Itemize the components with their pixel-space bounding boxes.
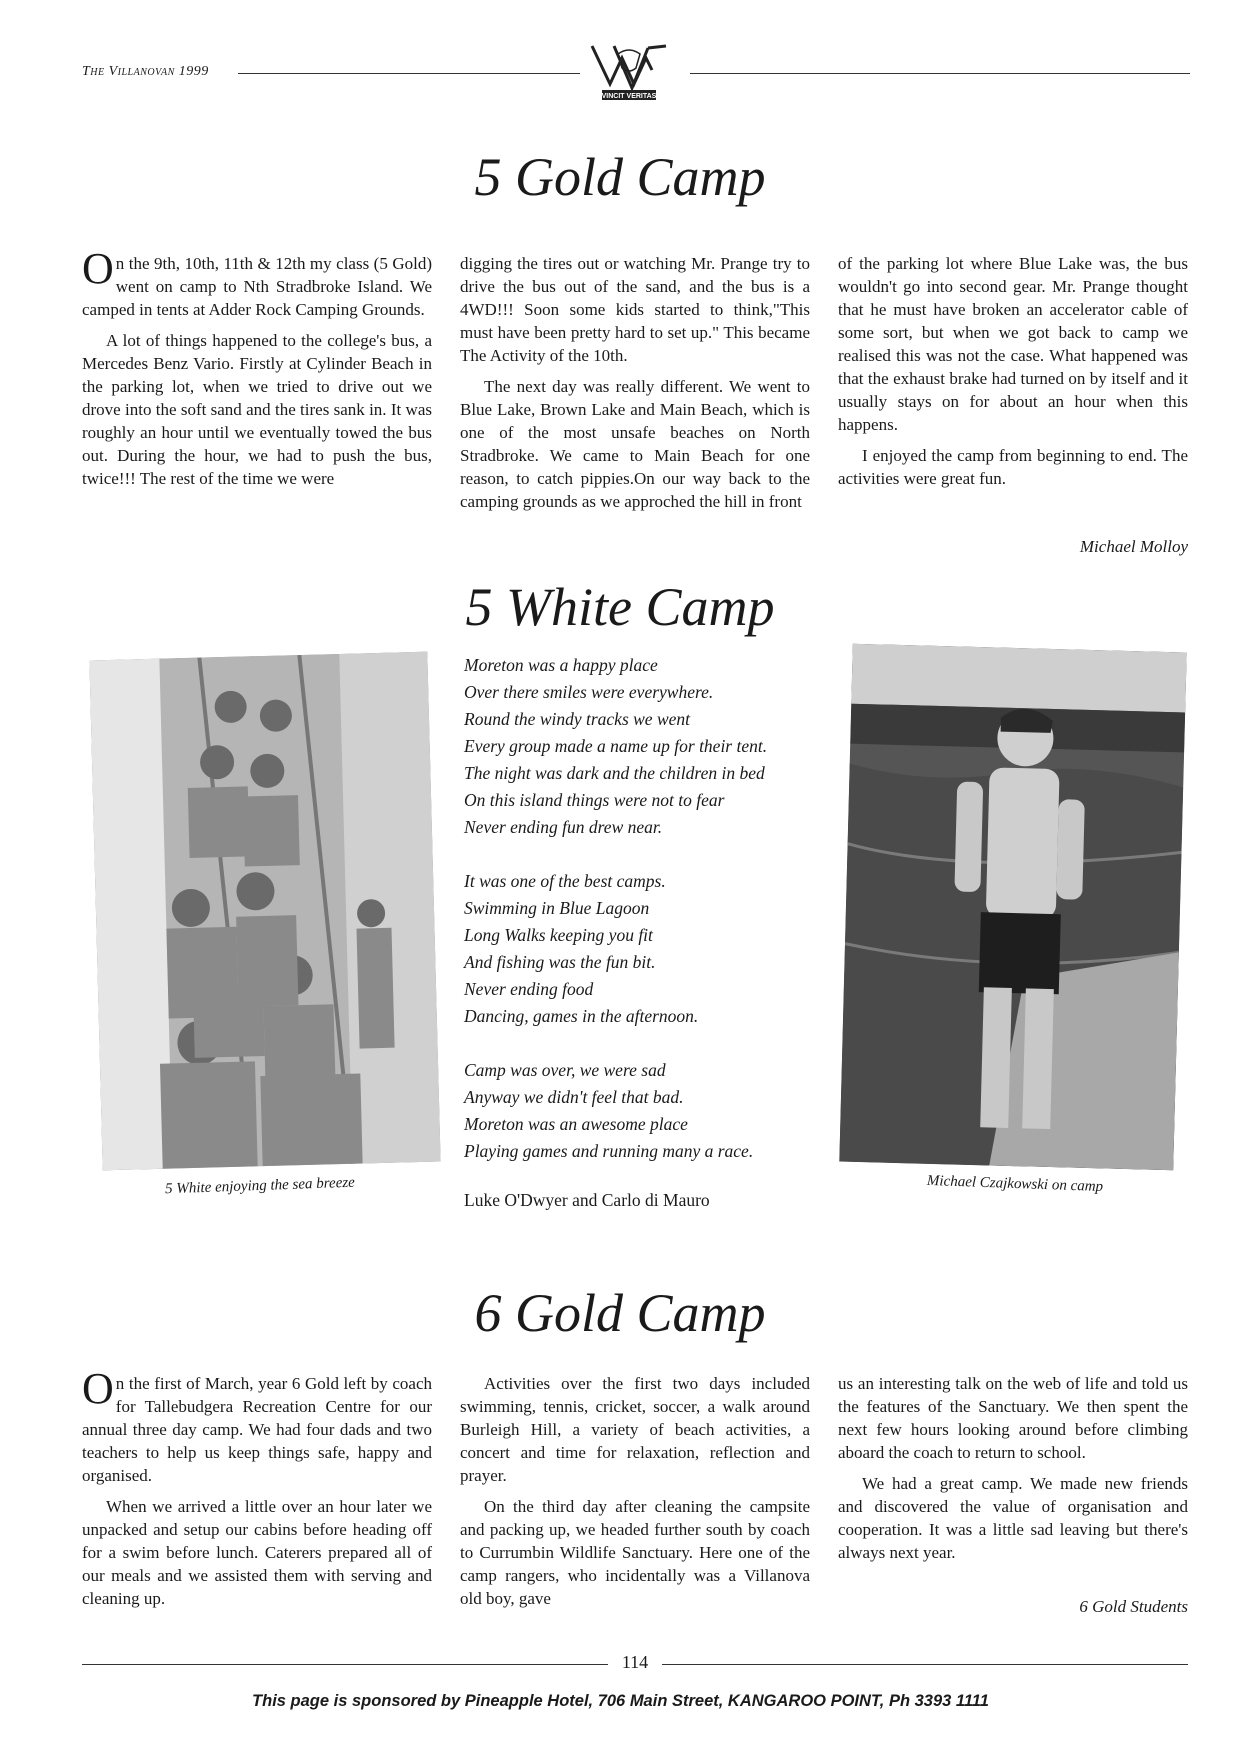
gold6-column-2: Activities over the first two days included swimming, tennis, cricket, soccer, a walk around Burleigh Hill, a variety of beach activities, a concert and time for relaxation, reflection and prayer. On the third day after cleaning the campsite and packing up, we headed further south by coach to Currumbin Wildlife Sanctuary. Here one of the camp rangers, who incidentally was a Villanova old boy, gave xyxy=(460,1374,810,1608)
white5-authors: Luke O'Dwyer and Carlo di Mauro xyxy=(464,1190,710,1210)
white5-poem: Moreton was a happy place Over there smiles were everywhere. Round the windy tracks we went Every group made a name up for their tent. The night was dark and the children in bed On this island things were not to fear Never ending fun drew near. It was one of the best camps. Swimming in Blue Lagoon Long Walks keeping you fit And fishing was the fun bit. Never ending food Dancing, games in the afternoon. Camp was over, we were sad Anyway we didn't feel that bad. Moreton was an awesome place Playing games and running many a race. xyxy=(464,655,768,1161)
header-rule-left xyxy=(238,73,580,74)
publication-header: The Villanovan 1999 xyxy=(82,64,209,79)
photo-right-caption: Michael Czajkowski on camp xyxy=(926,1172,1104,1196)
photo-5-white-group xyxy=(89,652,440,1171)
photo-michael-czajkowski xyxy=(839,644,1186,1171)
page-number: 114 xyxy=(621,1652,649,1672)
photo-left-caption: 5 White enjoying the sea breeze xyxy=(164,1174,356,1198)
footer-rule-left xyxy=(82,1664,608,1665)
gold5-column-2: digging the tires out or watching Mr. Prange try to drive the bus out of the sand, and the bus is a 4WD!!! Soon some kids started to think,"This must have been pretty hard to set up." This became The Activity of the 10th. The next day was really different. We went to Blue Lake, Brown Lake and Main Beach, which is one of the most unsafe beaches on North Stradbroke. We came to Main Beach for one reason, to catch pippies.On our way back to the camping grounds as we approched the hill in front xyxy=(460,254,810,511)
gold6-column-1: On the first of March, year 6 Gold left by coach for Tallebudgera Recreation Centre for our annual three day camp. We had four dads and two teachers to help us keep things safe, happy and organised. When we arrived a little over an hour later we unpacked and setup our cabins before heading off for a swim before lunch. Caterers prepared all of our meals and we assisted them with serving and cleaning up. xyxy=(82,1364,432,1608)
dropcap: O xyxy=(82,1364,114,1413)
gold5-column-1: On the 9th, 10th, 11th & 12th my class (5 Gold) went on camp to Nth Stradbroke Island. We camped in tents at Adder Rock Camping Grounds. A lot of things happened to the college's bus, a Mercedes Benz Vario. Firstly at Cylinder Beach in the parking lot, when we tried to drive out we drove into the soft sand and the tires sank in. It was roughly an hour until we eventually towed the bus out. During the hour, we had to push the bus, twice!!! The rest of the time we were xyxy=(82,244,432,488)
section-title-5-white: 5 White Camp xyxy=(465,577,775,637)
header-rule-right xyxy=(690,73,1190,74)
villanova-crest-logo xyxy=(588,40,670,104)
gold6-author: 6 Gold Students xyxy=(1079,1597,1188,1616)
footer-rule-right xyxy=(662,1664,1188,1665)
gold5-author: Michael Molloy xyxy=(1079,537,1188,556)
crest-motto: VINCIT VERITAS xyxy=(601,93,657,100)
sponsor-note: This page is sponsored by Pineapple Hotel, 706 Main Street, KANGAROO POINT, Ph 3393 1111 xyxy=(252,1692,989,1710)
gold6-column-3: us an interesting talk on the web of life and told us the features of the Sanctuary. We then spent the next few hours looking around before climbing aboard the coach to return to school. We had a great camp. We made new friends and discovered the value of organisation and cooperation. It was a little sad leaving but there's always next year. xyxy=(838,1374,1188,1562)
section-title-5-gold: 5 Gold Camp xyxy=(474,147,766,207)
dropcap: O xyxy=(82,244,114,293)
section-title-6-gold: 6 Gold Camp xyxy=(474,1283,766,1343)
gold5-column-3: of the parking lot where Blue Lake was, the bus wouldn't go into second gear. Mr. Prange thought that he must have broken an accelerator cable of some sort, but when we got back to camp we realised this was not the case. What happened was that the exhaust brake had turned on by itself and it usually stays on for about an hour when this happens. I enjoyed the camp from beginning to end. The activities were great fun. xyxy=(838,254,1188,488)
